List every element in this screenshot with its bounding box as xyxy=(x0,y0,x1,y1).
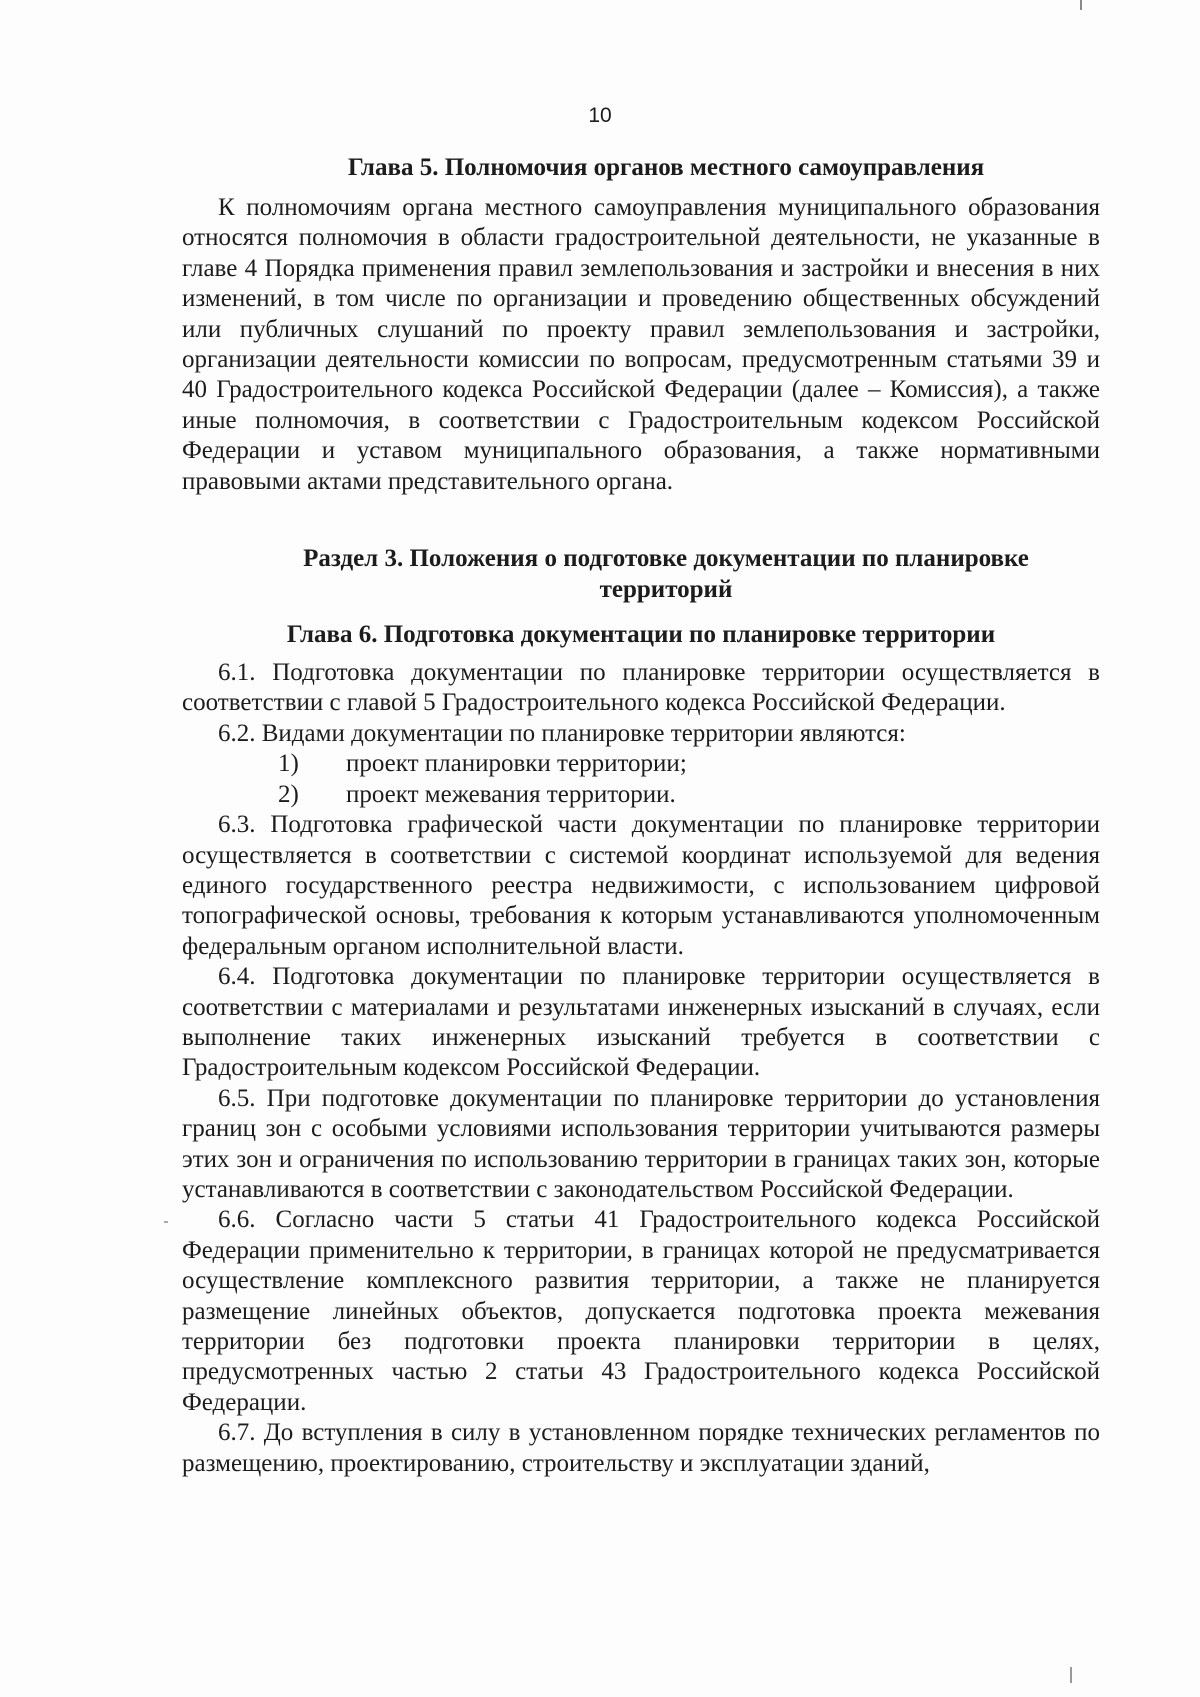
section-3-heading xyxy=(182,543,1100,605)
paragraph-6-2: 6.2. Видами документации по планировке территории являются: xyxy=(218,719,906,747)
paragraph-6-6: 6.6. Согласно части 5 статьи 41 Градостроительного кодекса Российской Федерации применительно к территории, в границах которой не предусматривается осуществление комплексного развития территории, а также не планируется размещение линейных объектов, допускается подготовка проекта межевания территории без подготовки проекта планировки территории в целях, предусмотренных частью 2 статьи 43 Градостроительного кодекса Российской Федерации. xyxy=(182,1206,1100,1416)
list-item xyxy=(182,780,1100,810)
chapter-5-heading: Глава 5. Полномочия органов местного самоуправления xyxy=(347,154,985,181)
list-item-number: 2) xyxy=(278,780,299,808)
list-item-number: 1) xyxy=(278,750,299,778)
scan-edge-mark xyxy=(1080,0,1082,10)
paragraph-6-4: 6.4. Подготовка документации по планировке территории осуществляется в соответствии с материалами и результатами инженерных изысканий в случаях, если выполнение таких инженерных изысканий требуется в соответствии с Градостроительным кодексом Российской Федерации. xyxy=(182,963,1100,1082)
list-item xyxy=(182,749,1100,779)
section-3-heading-line-1: Раздел 3. Положения о подготовке документации по планировке xyxy=(303,545,1029,573)
paragraph-6-7: 6.7. До вступления в силу в установленном порядке технических регламентов по размещению, проектированию, строительству и эксплуатации зданий, xyxy=(182,1419,1100,1477)
paragraph-6-1: 6.1. Подготовка документации по планировке территории осуществляется в соответствии с главой 5 Градостроительного кодекса Российской Федерации. xyxy=(182,659,1100,717)
list-item-text: проект межевания территории. xyxy=(346,780,676,808)
chapter-6-heading: Глава 6. Подготовка документации по планировке территории xyxy=(286,621,996,649)
chapter-5-paragraph: К полномочиям органа местного самоуправления муниципального образования относятся полномочия в области градостроительной деятельности, не указанные в главе 4 Порядка применения правил землепользования и застройки и внесения в них изменений, в том числе по организации и проведению общественных обсуждений или публичных слушаний по проекту правил землепользования и застройки, организации деятельности комиссии по вопросам, предусмотренным статьями 39 и 40 Градостроительного кодекса Российской Федерации (далее – Комиссия), а также иные полномочия, в соответствии с Градостроительным кодексом Российской Федерации и уставом муниципального образования, а также нормативными правовыми актами представительного органа. xyxy=(182,194,1100,495)
section-3-heading-line-2: территорий xyxy=(599,576,733,604)
page-number: 10 xyxy=(588,104,612,127)
page-content xyxy=(182,152,1100,1479)
paragraph-6-5: 6.5. При подготовке документации по планировке территории до установления границ зон с особыми условиями использования территории учитываются размеры этих зон и ограничения по использованию территории в границах таких зон, которые устанавливаются в соответствии с законодательством Российской Федерации. xyxy=(182,1084,1100,1203)
scan-edge-mark xyxy=(1070,1667,1072,1683)
paragraph-6-3: 6.3. Подготовка графической части документации по планировке территории осуществляется в соответствии с системой координат используемой для ведения единого государственного реестра недвижимости, с использованием цифровой топографической основы, требования к которым устанавливаются уполномоченным федеральным органом исполнительной власти. xyxy=(182,811,1100,960)
list-item-text: проект планировки территории; xyxy=(346,750,687,778)
scan-margin-mark xyxy=(164,1221,168,1223)
